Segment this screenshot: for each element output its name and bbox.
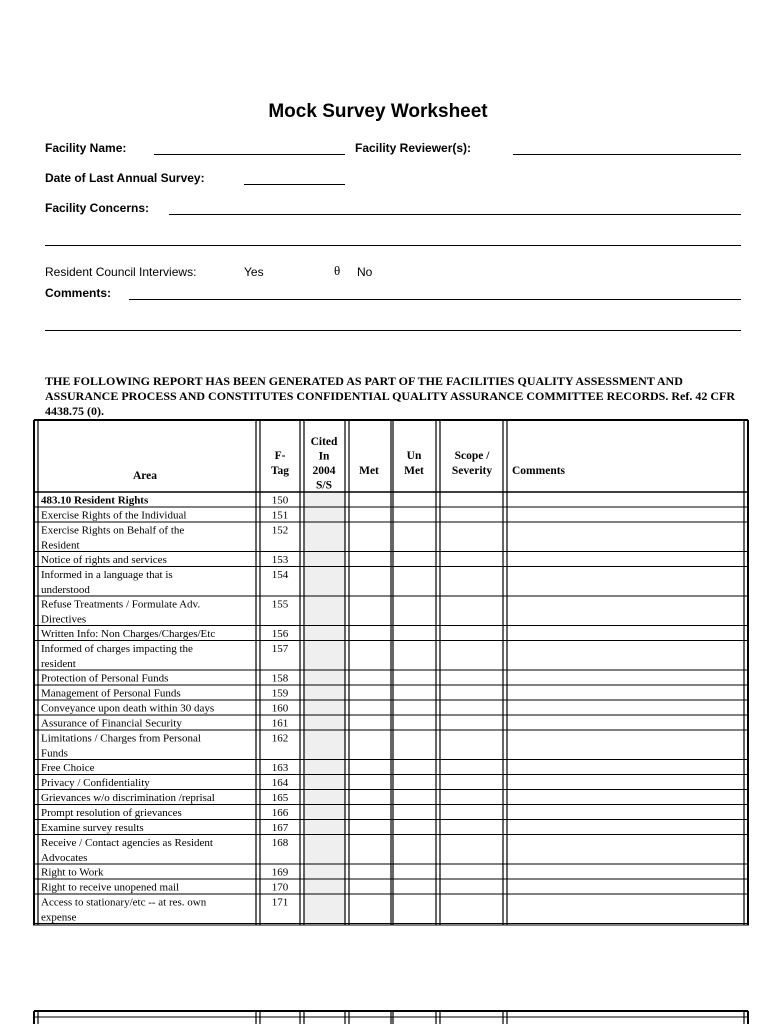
yes-option[interactable]: Yes — [244, 265, 264, 279]
header-unmet: Un — [406, 450, 422, 462]
comments-cell[interactable] — [508, 791, 743, 804]
cited-cell[interactable] — [305, 523, 344, 551]
area-cell: Right to receive unopened mail — [41, 881, 180, 894]
ftag-cell: 162 — [271, 732, 289, 745]
header-scope-severity: Severity — [451, 465, 493, 477]
scope-severity-cell[interactable] — [441, 716, 502, 729]
page-title: Mock Survey Worksheet — [268, 101, 488, 122]
confidentiality-notice: THE FOLLOWING REPORT HAS BEEN GENERATED AS PART OF THE FACILITIES QUALITY ASSESSMENT AND ASSURANCE PROCESS AND CONSTITUTES CONFIDENTIAL QUALITY ASSURANCE COMMITTEE RECORDS. Ref. 42 CFR 4438.75 (0). — [45, 374, 735, 418]
area-cell: resident — [41, 658, 76, 670]
unmet-cell[interactable] — [394, 508, 435, 521]
ftag-cell: 158 — [271, 672, 289, 685]
ftag-cell: 151 — [271, 509, 289, 522]
area-cell: Advocates — [41, 852, 88, 864]
cited-cell[interactable] — [305, 731, 344, 759]
area-cell: Resident — [41, 539, 80, 552]
ftag-cell: 155 — [271, 598, 289, 611]
cited-cell[interactable] — [305, 776, 344, 789]
scope-severity-cell[interactable] — [441, 880, 502, 893]
area-cell: Examine survey results — [41, 822, 144, 834]
cited-cell[interactable] — [305, 791, 344, 804]
resident-council-label: Resident Council Interviews: — [45, 265, 197, 279]
comments-cell[interactable] — [508, 627, 743, 640]
met-cell[interactable] — [350, 553, 390, 566]
header-cited: Cited — [310, 436, 338, 448]
area-cell: Exercise Rights on Behalf of the — [41, 524, 185, 537]
unmet-cell[interactable] — [394, 493, 435, 506]
area-cell: understood — [41, 584, 90, 596]
cited-cell[interactable] — [305, 597, 344, 625]
area-cell: Conveyance upon death within 30 days — [41, 702, 215, 715]
scope-severity-cell[interactable] — [441, 627, 502, 640]
ftag-cell: 157 — [271, 643, 289, 655]
unmet-cell[interactable] — [394, 553, 435, 566]
comments-cell[interactable] — [508, 821, 743, 834]
cited-cell[interactable] — [305, 716, 344, 729]
scope-severity-cell[interactable] — [441, 731, 502, 759]
ftag-cell: 160 — [271, 702, 289, 715]
met-cell[interactable] — [350, 761, 390, 774]
met-cell[interactable] — [350, 880, 390, 893]
comments-cell[interactable] — [508, 686, 743, 699]
scope-severity-cell[interactable] — [441, 836, 502, 864]
ftag-cell: 161 — [271, 717, 289, 730]
area-cell: Informed in a language that is — [41, 569, 173, 581]
cited-cell[interactable] — [305, 821, 344, 834]
ftag-cell: 165 — [271, 792, 289, 804]
area-cell: Notice of rights and services — [41, 554, 167, 566]
ftag-cell: 152 — [271, 524, 289, 537]
ftag-cell: 159 — [271, 687, 289, 700]
header-unmet: Met — [404, 465, 424, 477]
comments-cell[interactable] — [508, 836, 743, 864]
unmet-cell[interactable] — [394, 791, 435, 804]
no-option[interactable]: No — [357, 265, 373, 279]
met-cell[interactable] — [350, 865, 390, 878]
comments-cell[interactable] — [508, 731, 743, 759]
area-cell: 483.10 Resident Rights — [41, 494, 149, 507]
scope-severity-cell[interactable] — [441, 865, 502, 878]
ftag-cell: 171 — [271, 896, 289, 909]
met-cell[interactable] — [350, 508, 390, 521]
area-cell: Privacy / Confidentiality — [41, 777, 150, 789]
unmet-cell[interactable] — [394, 895, 435, 923]
comments-cell[interactable] — [508, 806, 743, 819]
unmet-cell[interactable] — [394, 627, 435, 640]
area-cell: Directives — [41, 613, 87, 626]
cited-cell[interactable] — [305, 671, 344, 684]
ftag-cell: 166 — [271, 807, 289, 819]
met-cell[interactable] — [350, 895, 390, 923]
met-cell[interactable] — [350, 493, 390, 506]
scope-severity-cell[interactable] — [441, 791, 502, 804]
cited-cell[interactable] — [305, 642, 344, 670]
scope-severity-cell[interactable] — [441, 553, 502, 566]
area-cell: Protection of Personal Funds — [41, 672, 169, 685]
header-cited: In — [318, 450, 330, 463]
cited-cell[interactable] — [305, 553, 344, 566]
unmet-cell[interactable] — [394, 671, 435, 684]
cited-cell[interactable] — [305, 493, 344, 506]
theta-symbol: θ — [334, 263, 341, 278]
header-ftag: F- — [274, 450, 286, 462]
header-met: Met — [359, 465, 379, 477]
met-cell[interactable] — [350, 701, 390, 714]
scope-severity-cell[interactable] — [441, 568, 502, 596]
header-scope-severity: Scope / — [454, 450, 490, 462]
unmet-cell[interactable] — [394, 776, 435, 789]
unmet-cell[interactable] — [394, 865, 435, 878]
met-cell[interactable] — [350, 716, 390, 729]
scope-severity-cell[interactable] — [441, 597, 502, 625]
comments-cell[interactable] — [508, 568, 743, 596]
met-cell[interactable] — [350, 627, 390, 640]
met-cell[interactable] — [350, 776, 390, 789]
ftag-cell: 163 — [271, 762, 289, 774]
comments-cell[interactable] — [508, 865, 743, 878]
cited-cell[interactable] — [305, 627, 344, 640]
comments-cell[interactable] — [508, 761, 743, 774]
cited-cell[interactable] — [305, 895, 344, 923]
area-cell: Prompt resolution of grievances — [41, 807, 182, 819]
unmet-cell[interactable] — [394, 597, 435, 625]
scope-severity-cell[interactable] — [441, 523, 502, 551]
cited-cell[interactable] — [305, 761, 344, 774]
ftag-cell: 168 — [271, 837, 289, 849]
scope-severity-cell[interactable] — [441, 895, 502, 923]
area-cell: Free Choice — [41, 762, 95, 774]
scope-severity-cell[interactable] — [441, 761, 502, 774]
area-cell: Written Info: Non Charges/Charges/Etc — [41, 628, 216, 640]
cited-cell[interactable] — [305, 701, 344, 714]
header-cited: 2004 — [312, 465, 336, 477]
unmet-cell[interactable] — [394, 806, 435, 819]
header-ftag: Tag — [270, 465, 290, 477]
unmet-cell[interactable] — [394, 880, 435, 893]
cited-cell[interactable] — [305, 865, 344, 878]
scope-severity-cell[interactable] — [441, 776, 502, 789]
ftag-cell: 150 — [271, 494, 289, 507]
unmet-cell[interactable] — [394, 686, 435, 699]
area-cell: Exercise Rights of the Individual — [41, 509, 187, 522]
comments-cell[interactable] — [508, 508, 743, 521]
comments-cell[interactable] — [508, 880, 743, 893]
area-cell: Refuse Treatments / Formulate Adv. — [41, 598, 201, 611]
date-last-survey-label: Date of Last Annual Survey: — [45, 171, 205, 185]
met-cell[interactable] — [350, 731, 390, 759]
cited-cell[interactable] — [305, 568, 344, 596]
met-cell[interactable] — [350, 821, 390, 834]
area-cell: Receive / Contact agencies as Resident — [41, 837, 213, 849]
scope-severity-cell[interactable] — [441, 508, 502, 521]
facility-reviewers-label: Facility Reviewer(s): — [355, 141, 472, 155]
comments-cell[interactable] — [508, 493, 743, 506]
facility-name-label: Facility Name: — [45, 141, 127, 155]
area-cell: Assurance of Financial Security — [41, 717, 182, 730]
unmet-cell[interactable] — [394, 731, 435, 759]
met-cell[interactable] — [350, 686, 390, 699]
met-cell[interactable] — [350, 836, 390, 864]
met-cell[interactable] — [350, 806, 390, 819]
cited-cell[interactable] — [305, 836, 344, 864]
met-cell[interactable] — [350, 671, 390, 684]
unmet-cell[interactable] — [394, 568, 435, 596]
unmet-cell[interactable] — [394, 821, 435, 834]
comments-cell[interactable] — [508, 523, 743, 551]
cited-cell[interactable] — [305, 508, 344, 521]
header-cited: S/S — [316, 479, 332, 492]
comments-cell[interactable] — [508, 716, 743, 729]
unmet-cell[interactable] — [394, 716, 435, 729]
ftag-cell: 156 — [271, 628, 289, 640]
comments-cell[interactable] — [508, 642, 743, 670]
unmet-cell[interactable] — [394, 761, 435, 774]
comments-cell[interactable] — [508, 671, 743, 684]
scope-severity-cell[interactable] — [441, 806, 502, 819]
area-cell: Management of Personal Funds — [41, 687, 181, 700]
comments-cell[interactable] — [508, 776, 743, 789]
header-comments: Comments — [512, 465, 566, 477]
cited-cell[interactable] — [305, 806, 344, 819]
met-cell[interactable] — [350, 642, 390, 670]
facility-concerns-label: Facility Concerns: — [45, 201, 150, 215]
scope-severity-cell[interactable] — [441, 493, 502, 506]
area-cell: expense — [41, 911, 77, 924]
ftag-cell: 167 — [271, 822, 289, 834]
cited-cell[interactable] — [305, 686, 344, 699]
area-cell: Access to stationary/etc -- at res. own — [41, 896, 207, 909]
area-cell: Grievances w/o discrimination /reprisal — [41, 792, 215, 804]
scope-severity-cell[interactable] — [441, 642, 502, 670]
area-cell: Right to Work — [41, 866, 104, 879]
unmet-cell[interactable] — [394, 642, 435, 670]
area-cell: Limitations / Charges from Personal — [41, 732, 201, 745]
unmet-cell[interactable] — [394, 701, 435, 714]
header-area: Area — [132, 470, 158, 482]
met-cell[interactable] — [350, 568, 390, 596]
ftag-cell: 153 — [271, 554, 289, 566]
ftag-cell: 170 — [271, 881, 289, 894]
unmet-cell[interactable] — [394, 523, 435, 551]
unmet-cell[interactable] — [394, 836, 435, 864]
scope-severity-cell[interactable] — [441, 671, 502, 684]
comments-cell[interactable] — [508, 895, 743, 923]
comments-cell[interactable] — [508, 597, 743, 625]
scope-severity-cell[interactable] — [441, 686, 502, 699]
ftag-cell: 154 — [271, 569, 289, 581]
scope-severity-cell[interactable] — [441, 701, 502, 714]
ftag-cell: 164 — [271, 777, 289, 789]
area-cell: Funds — [41, 747, 68, 760]
met-cell[interactable] — [350, 791, 390, 804]
ftag-cell: 169 — [271, 866, 289, 879]
met-cell[interactable] — [350, 597, 390, 625]
comments-cell[interactable] — [508, 701, 743, 714]
comments-cell[interactable] — [508, 553, 743, 566]
met-cell[interactable] — [350, 523, 390, 551]
area-cell: Informed of charges impacting the — [41, 643, 193, 655]
scope-severity-cell[interactable] — [441, 821, 502, 834]
cited-cell[interactable] — [305, 880, 344, 893]
comments-label: Comments: — [45, 286, 112, 300]
